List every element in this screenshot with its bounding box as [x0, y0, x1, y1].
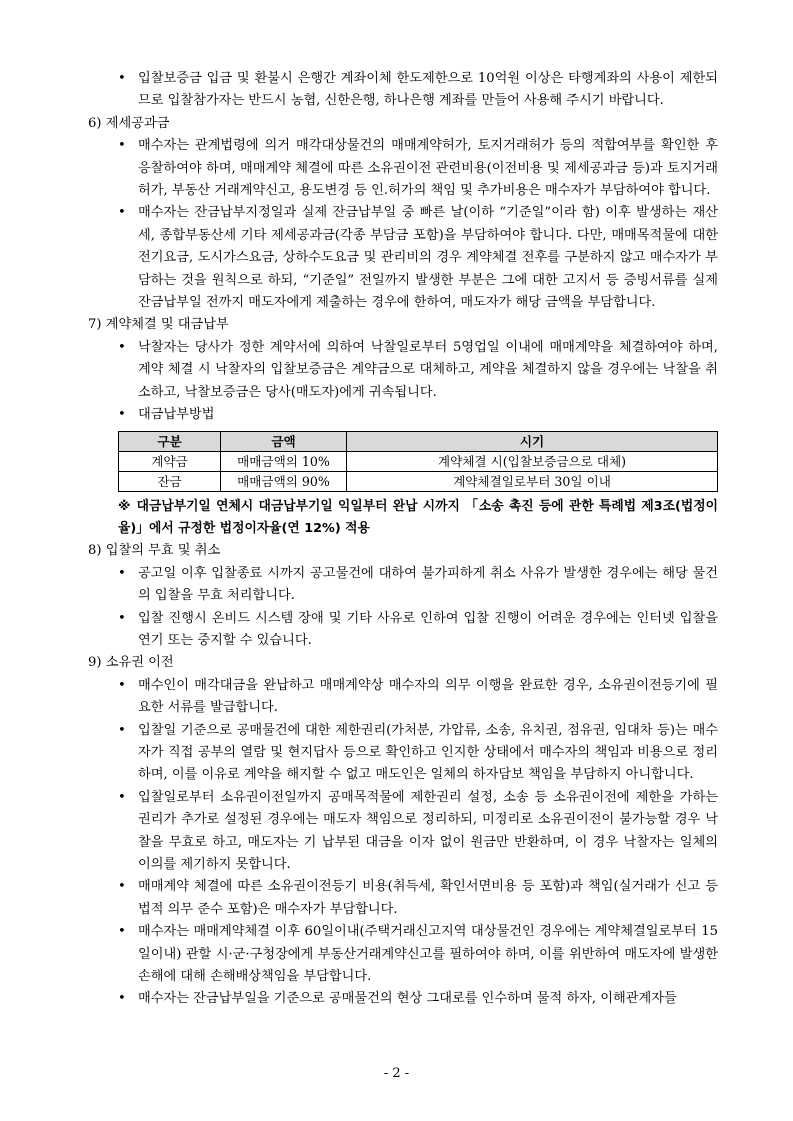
bullet-text: 매매계약 체결에 따른 소유권이전등기 비용(취득세, 확인서면비용 등 포함)과 책임(실거래가 신고 등 법적 의무 준수 포함)은 매수자가 부담합니다. — [138, 879, 718, 917]
column-header: 시기 — [347, 431, 718, 451]
bullet-icon: • — [118, 407, 126, 423]
bullet-text: 대금납부방법 — [138, 407, 215, 423]
bullet-icon: • — [118, 138, 126, 154]
bullet-text: 매수자는 매매계약체결 이후 60일이내(주택거래신고지역 대상물건인 경우에는 계약체결일로부터 15일이내) 관할 시·군·구청장에게 부동산거래계약신고를 필하여야 하며, 이를 위반하여 매도자에 발생한 손해에 대해 손해배상책임을 부담합니다. — [138, 924, 718, 985]
bullet-text: 매수자는 관계법령에 의거 매각대상물건의 매매계약허가, 토지거래허가 등의 적합여부를 확인한 후 응찰하여야 하며, 매매계약 체결에 따른 소유권이전 관련비용(이전비용 및 제세공과금 등)과 토지거래허가, 부동산 거래계약신고, 용도변경 등 인.허가의 책임 및 추가비용은 매수자가 부담하여야 합니다. — [138, 138, 718, 199]
bullet-icon: • — [118, 205, 126, 221]
page-number: - 2 - — [383, 1066, 410, 1081]
bullet-icon: • — [118, 339, 126, 355]
section-title: 9) 소유권 이전 — [88, 655, 174, 671]
section-title: 7) 계약체결 및 대금납부 — [88, 317, 229, 333]
bullet-icon: • — [118, 677, 126, 693]
column-header: 구분 — [119, 431, 221, 451]
payment-table — [118, 431, 718, 492]
list-item — [88, 563, 718, 608]
table-cell: 매매금액의 10% — [221, 451, 347, 471]
list-item — [88, 787, 718, 877]
page-content — [88, 68, 718, 1011]
list-item — [88, 68, 718, 113]
list-item — [88, 720, 718, 787]
table-row — [119, 471, 718, 491]
section-title: 6) 제세공과금 — [88, 115, 170, 131]
bullet-text: 공고일 이후 입찰종료 시까지 공고물건에 대하여 불가피하게 취소 사유가 발생한 경우에는 해당 물건의 입찰을 무효 처리합니다. — [138, 565, 718, 604]
bullet-text: 입찰 진행시 온비드 시스템 장애 및 기타 사유로 인하여 입찰 진행이 어려운 경우에는 인터넷 입찰을 연기 또는 중지할 수 있습니다. — [138, 610, 718, 648]
table-cell: 계약금 — [119, 451, 221, 471]
bullet-icon: • — [118, 610, 126, 626]
bullet-icon: • — [118, 722, 126, 738]
bullet-icon: • — [118, 789, 126, 805]
table-cell: 매매금액의 90% — [221, 471, 347, 491]
section-title: 8) 입찰의 무효 및 취소 — [88, 543, 221, 559]
table-cell: 계약체결 시(입찰보증금으로 대체) — [347, 451, 718, 471]
list-item — [88, 608, 718, 653]
bullet-text: 입찰일로부터 소유권이전일까지 공매목적물에 제한권리 설정, 소송 등 소유권이전에 제한을 가하는 권리가 추가로 설정된 경우에는 매도자 책임으로 정리하되, 미정리로 소유권이전이 불가능할 경우 낙찰을 무효로 하고, 매도자는 기 납부된 대금을 이자 없이 원금만 반환하며, 이 경우 낙찰자는 일체의 이의를 제기하지 못합니다. — [138, 789, 718, 872]
bullet-icon: • — [118, 565, 126, 581]
bullet-text: 입찰일 기준으로 공매물건에 대한 제한권리(가처분, 가압류, 소송, 유치권, 점유권, 임대차 등)는 매수자가 직접 공부의 열람 및 현지답사 등으로 확인하고 인지한 상태에서 매수자의 책임과 비용으로 정리하며, 이를 이유로 계약을 해지할 수 없고 매도인은 일체의 하자담보 책임을 부담하지 아니합니다. — [138, 722, 718, 783]
table-cell: 계약체결일로부터 30일 이내 — [347, 471, 718, 491]
bullet-text: 매수인이 매각대금을 완납하고 매매계약상 매수자의 의무 이행을 완료한 경우, 소유권이전등기에 필요한 서류를 발급합니다. — [138, 677, 718, 716]
bullet-text: 입찰보증금 입금 및 환불시 은행간 계좌이체 한도제한으로 10억원 이상은 타행계좌의 사용이 제한되므로 입찰참가자는 반드시 농협, 신한은행, 하나은행 계좌를 만들어 사용해 주시기 바랍니다. — [138, 71, 718, 109]
list-item — [88, 404, 718, 426]
list-item — [88, 135, 718, 202]
bullet-text: 낙찰자는 당사가 정한 계약서에 의하여 낙찰일로부터 5영업일 이내에 매매계약을 체결하여야 하며, 계약 체결 시 낙찰자의 입찰보증금은 계약금으로 대체하고, 계약을 체결하지 않을 경우에는 낙찰을 취소하고, 낙찰보증금은 당사(매도자)에게 귀속됩니다. — [138, 339, 718, 400]
bullet-icon: • — [118, 879, 126, 895]
list-item — [88, 675, 718, 720]
list-item — [88, 337, 718, 404]
interest-note: ※ 대금납부기일 연체시 대금납부기일 익일부터 완납 시까지 「소송 촉진 등에 관한 특례법 제3조(법정이율)」에서 규정한 법정이자율(연 12%) 적용 — [118, 498, 718, 536]
bullet-icon: • — [118, 991, 126, 1007]
list-item — [88, 876, 718, 921]
bullet-text: 매수자는 잔금납부지정일과 실제 잔금납부일 중 빠른 날(이하 “기준일”이라 함) 이후 발생하는 재산세, 종합부동산세 기타 제세공과금(각종 부담금 포함)을 부담하여야 합니다. 다만, 매매목적물에 대한 전기요금, 도시가스요금, 상하수도요금 및 관리비의 경우 계약체결 전후를 구분하지 않고 매수자가 부담하는 것을 원칙으로 하되, “기준일” 전일까지 발생한 부분은 그에 대한 고지서 등 증빙서류를 실제 잔금납부일 전까지 매도자에게 제출하는 경우에 한하여, 매도자가 해당 금액을 부담합니다. — [138, 205, 718, 311]
table-row — [119, 451, 718, 471]
list-item — [88, 202, 718, 314]
list-item — [88, 988, 718, 1010]
column-header: 금액 — [221, 431, 347, 451]
bullet-icon: • — [118, 924, 126, 940]
table-header-row — [119, 431, 718, 451]
bullet-icon: • — [118, 71, 126, 86]
list-item — [88, 921, 718, 988]
table-cell: 잔금 — [119, 471, 221, 491]
bullet-text: 매수자는 잔금납부일을 기준으로 공매물건의 현상 그대로를 인수하며 물적 하자, 이해관계자들 — [138, 991, 677, 1007]
